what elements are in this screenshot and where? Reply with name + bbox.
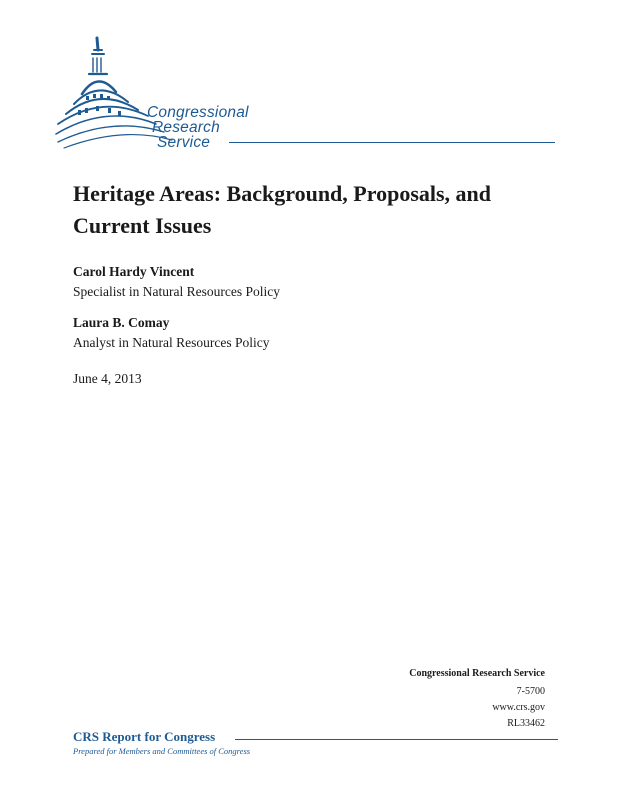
footer-divider (235, 739, 558, 740)
author-2-name: Laura B. Comay (73, 315, 170, 330)
wordmark-line-3: Service (157, 134, 211, 151)
crs-wordmark (147, 105, 249, 150)
footer-subtitle: Prepared for Members and Committees of Congress (73, 746, 251, 756)
publication-date: June 4, 2013 (73, 371, 142, 386)
report-title: Heritage Areas: Background, Proposals, and Current Issues (73, 181, 492, 238)
contact-website[interactable]: www.crs.gov (492, 702, 545, 713)
footer-report-title: CRS Report for Congress (73, 729, 216, 744)
contact-org: Congressional Research Service (409, 668, 545, 679)
wordmark-line-1: Congressional (147, 104, 249, 121)
contact-block (409, 666, 545, 732)
logo-divider (229, 142, 555, 143)
report-number: RL33462 (507, 718, 545, 729)
crs-logo (52, 32, 292, 152)
author-1-role: Specialist in Natural Resources Policy (73, 284, 280, 299)
author-2-role: Analyst in Natural Resources Policy (73, 335, 270, 350)
contact-phone: 7-5700 (516, 686, 545, 697)
wordmark-line-2: Research (152, 119, 220, 136)
author-1-name: Carol Hardy Vincent (73, 264, 195, 279)
